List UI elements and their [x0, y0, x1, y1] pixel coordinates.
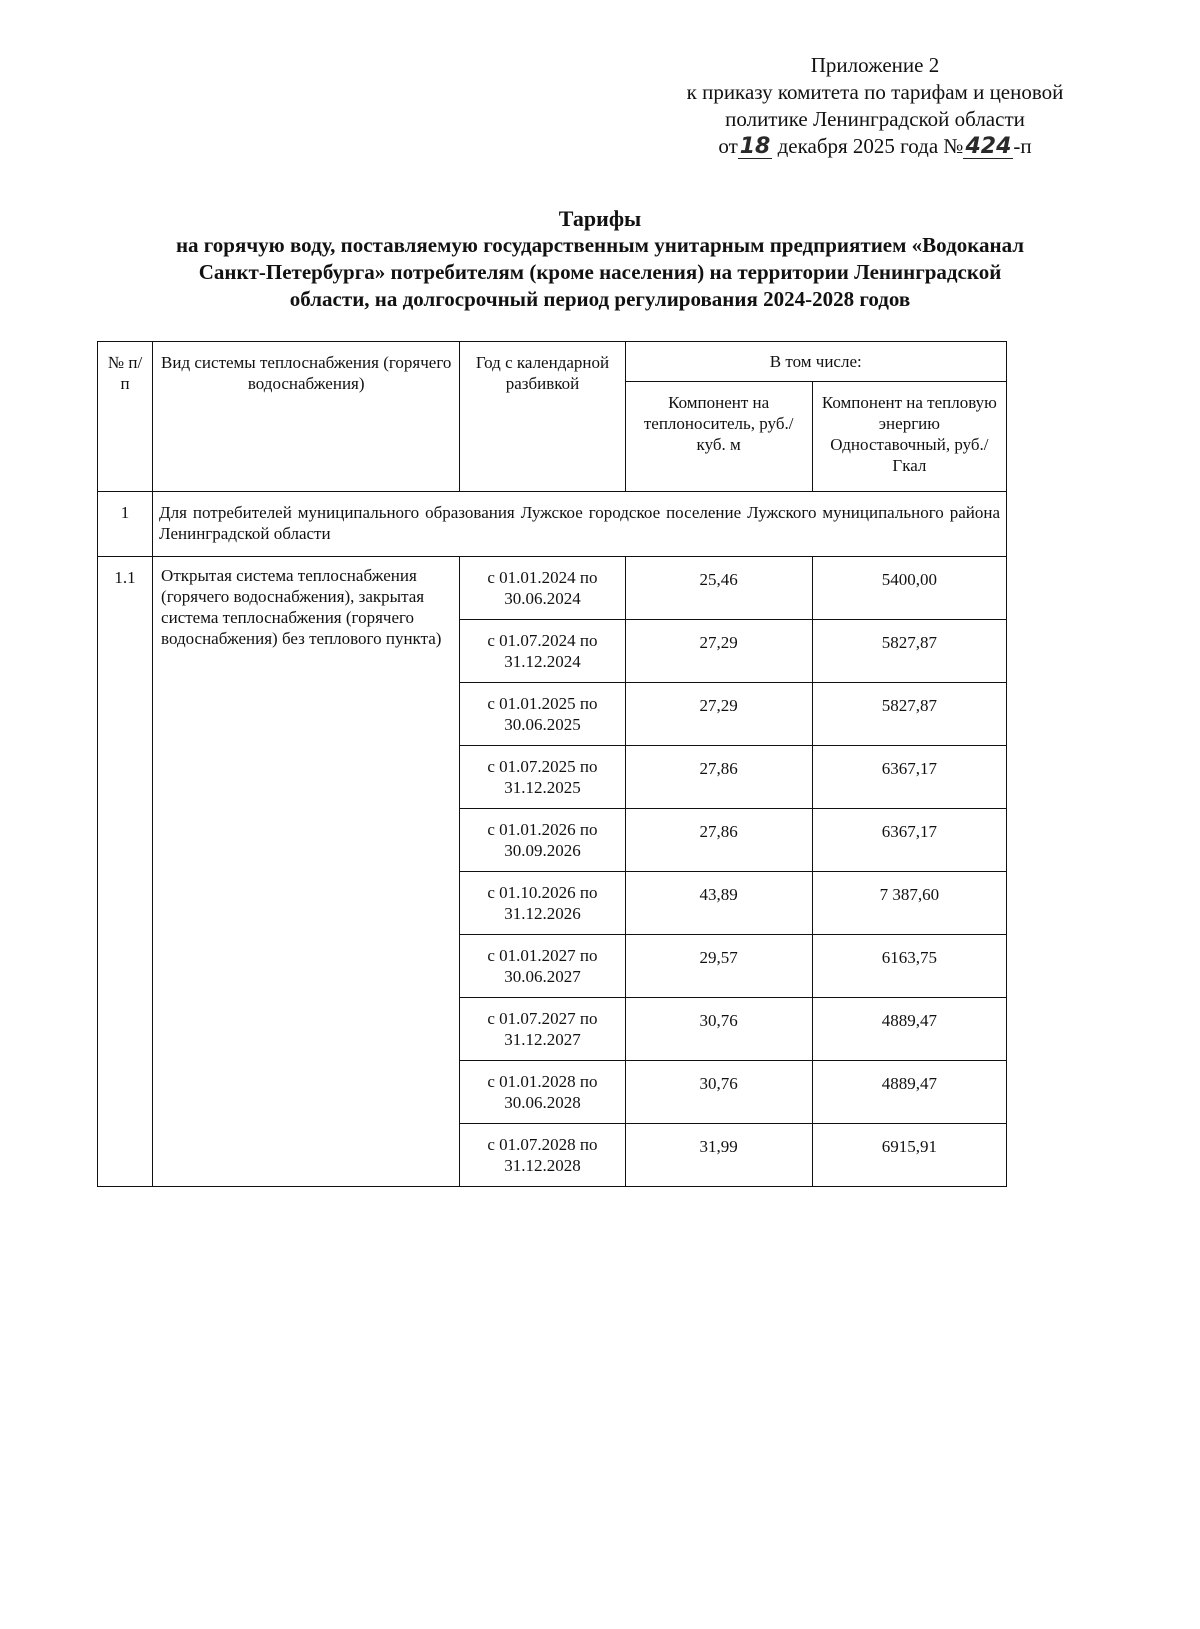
- heat-carrier-cell: 27,86: [625, 809, 812, 872]
- title-main: Тарифы: [558, 206, 642, 231]
- title-line-1: на горячую воду, поставляемую государственным унитарным предприятием «Водоканал: [175, 233, 1025, 257]
- order-suffix: -п: [1013, 134, 1032, 158]
- header-heat-carrier: Компонент на теплоноситель, руб./куб. м: [625, 381, 812, 491]
- heat-energy-cell: 5827,87: [812, 683, 1006, 746]
- heat-energy-cell: 4889,47: [812, 998, 1006, 1061]
- period-cell: с 01.07.2027 по 31.12.2027: [460, 998, 625, 1061]
- heat-carrier-cell: 27,86: [625, 746, 812, 809]
- heat-carrier-cell: 31,99: [625, 1124, 812, 1187]
- heat-carrier-cell: 30,76: [625, 1061, 812, 1124]
- date-prefix: от: [718, 134, 738, 158]
- appendix-line-2: к приказу комитета по тарифам и ценовой: [686, 80, 1064, 104]
- title-line-2: Санкт-Петербурга» потребителям (кроме населения) на территории Ленинградской: [198, 260, 1002, 284]
- order-number-handwritten: 424: [965, 134, 1012, 159]
- header-num: № п/п: [98, 342, 153, 492]
- period-cell: с 01.01.2026 по 30.09.2026: [460, 809, 625, 872]
- appendix-date-line: [640, 133, 1110, 160]
- heat-energy-cell: 4889,47: [812, 1061, 1006, 1124]
- heat-energy-cell: 7 387,60: [812, 872, 1006, 935]
- period-cell: с 01.07.2024 по 31.12.2024: [460, 620, 625, 683]
- appendix-line-3: политике Ленинградской области: [725, 107, 1025, 131]
- date-middle: декабря 2025 года №: [777, 134, 964, 158]
- heat-carrier-cell: 30,76: [625, 998, 812, 1061]
- group-row: [98, 492, 1007, 557]
- heat-carrier-cell: 27,29: [625, 620, 812, 683]
- tariff-table: [97, 341, 1007, 1187]
- header-period: Год с календарной разбивкой: [460, 342, 625, 492]
- item-num: 1.1: [98, 557, 153, 1187]
- header-system-type: Вид системы теплоснабжения (горячего водоснабжения): [153, 342, 460, 492]
- heat-carrier-cell: 29,57: [625, 935, 812, 998]
- date-day-handwritten: 18: [739, 134, 771, 159]
- header-including: В том числе:: [625, 342, 1006, 382]
- title-line-3: области, на долгосрочный период регулирования 2024-2028 годов: [289, 287, 911, 311]
- period-cell: с 01.10.2026 по 31.12.2026: [460, 872, 625, 935]
- heat-carrier-cell: 27,29: [625, 683, 812, 746]
- period-cell: с 01.07.2025 по 31.12.2025: [460, 746, 625, 809]
- period-cell: с 01.01.2024 по 30.06.2024: [460, 557, 625, 620]
- heat-energy-cell: 6163,75: [812, 935, 1006, 998]
- heat-energy-cell: 6367,17: [812, 746, 1006, 809]
- period-cell: с 01.01.2025 по 30.06.2025: [460, 683, 625, 746]
- heat-energy-cell: 6367,17: [812, 809, 1006, 872]
- heat-carrier-cell: 25,46: [625, 557, 812, 620]
- document-title: [100, 205, 1100, 313]
- table-row: [98, 557, 1007, 620]
- period-cell: с 01.01.2027 по 30.06.2027: [460, 935, 625, 998]
- heat-carrier-cell: 43,89: [625, 872, 812, 935]
- heat-energy-cell: 5400,00: [812, 557, 1006, 620]
- group-description: Для потребителей муниципального образования Лужское городское поселение Лужского муниципального района Ленинградской области: [153, 492, 1007, 557]
- appendix-label: Приложение 2: [810, 53, 940, 77]
- item-system-type: Открытая система теплоснабжения (горячего водоснабжения), закрытая система теплоснабжения (горячего водоснабжения) без теплового пункта): [153, 557, 460, 1187]
- appendix-header: [640, 52, 1110, 160]
- heat-energy-cell: 6915,91: [812, 1124, 1006, 1187]
- group-num: 1: [98, 492, 153, 557]
- period-cell: с 01.07.2028 по 31.12.2028: [460, 1124, 625, 1187]
- period-cell: с 01.01.2028 по 30.06.2028: [460, 1061, 625, 1124]
- header-heat-energy: Компонент на тепловую энергию Одноставочный, руб./Гкал: [812, 381, 1006, 491]
- heat-energy-cell: 5827,87: [812, 620, 1006, 683]
